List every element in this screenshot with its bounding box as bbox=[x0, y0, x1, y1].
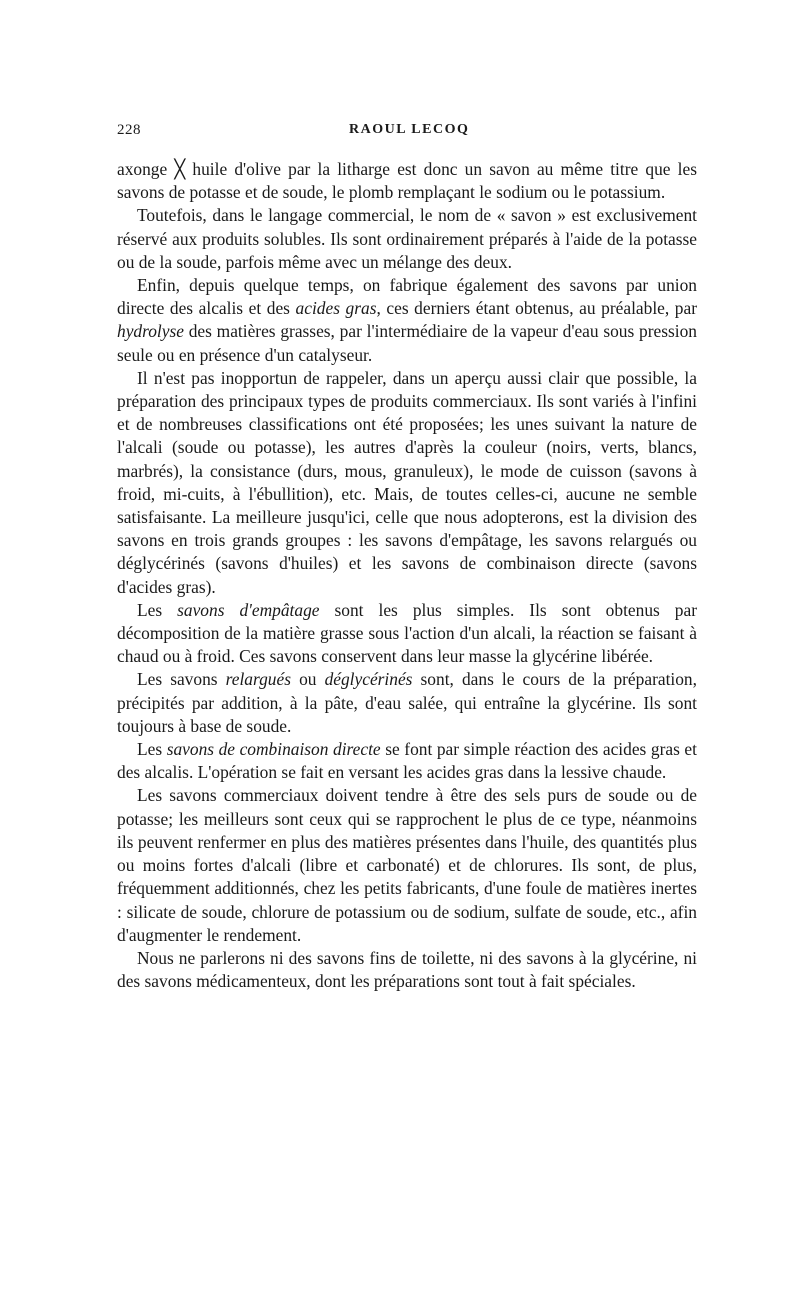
paragraph-2: Toutefois, dans le langage commercial, le nom de « savon » est exclusivement réservé aux produits solubles. Ils sont ordinairement préparés à l'aide de la potasse ou de la soude, parfois même avec un mélange des deux. bbox=[117, 205, 697, 272]
body-text bbox=[117, 158, 697, 993]
paragraph-4: Il n'est pas inopportun de rappeler, dans un aperçu aussi clair que possible, la préparation des principaux types de produits commerciaux. Ils sont variés à l'infini et de nombreuses classifications ont été proposées; les unes suivant la nature de l'alcali (soude ou potasse), les autres d'après la couleur (noirs, verts, blancs, marbrés), la consistance (durs, mous, granuleux), le mode de cuisson (savons à froid, mi-cuits, à l'ébullition), etc. Mais, de toutes celles-ci, aucune ne semble satisfaisante. La meilleure jusqu'ici, celle que nous adopterons, est la division des savons en trois grands groupes : les savons d'empâtage, les savons relargués ou déglycérinés (savons d'huiles) et les savons de combinaison directe (savons d'acides gras). bbox=[117, 367, 697, 597]
italic-term: acides gras bbox=[295, 298, 377, 319]
italic-term: savons d'empâtage bbox=[177, 599, 320, 620]
multiplication-cross-icon: ╳ bbox=[174, 159, 186, 179]
paragraph-7: Les savons de combinaison directe se font par simple réaction des acides gras et des alcalis. L'opération se fait en versant les acides gras dans la lessive chaude. bbox=[117, 739, 697, 783]
page-header bbox=[117, 122, 697, 146]
paragraph-9: Nous ne parlerons ni des savons fins de toilette, ni des savons à la glycérine, ni des savons médicamenteux, dont les préparations sont tout à fait spéciales. bbox=[117, 947, 697, 992]
italic-term: savons de combinaison directe bbox=[166, 739, 381, 760]
italic-term: relargués bbox=[225, 669, 291, 690]
italic-term: hydrolyse bbox=[117, 321, 184, 342]
paragraph-5: Les savons d'empâtage sont les plus simples. Ils sont obtenus par décomposition de la matière grasse sous l'action d'un alcali, la réaction se faisant à chaud ou à froid. Ces savons conservent dans leur masse la glycérine libérée. bbox=[117, 599, 697, 667]
italic-term: déglycérinés bbox=[324, 669, 413, 690]
paragraph-1: axonge ╳ huile d'olive par la litharge est donc un savon au même titre que les savons de potasse et de soude, le plomb remplaçant le sodium ou le potassium. bbox=[117, 159, 697, 203]
paragraph-6: Les savons relargués ou déglycérinés sont, dans le cours de la préparation, précipités par addition, à la pâte, d'eau salée, qui entraîne la glycérine. Ils sont toujours à base de soude. bbox=[117, 669, 697, 736]
paragraph-8: Les savons commerciaux doivent tendre à être des sels purs de soude ou de potasse; les meilleurs sont ceux qui se rapprochent le plus de ce type, néanmoins ils peuvent renfermer en plus des matières présentes dans l'huile, des quantités plus ou moins fortes d'alcali (libre et carbonaté) et de chlorures. Ils sont, de plus, fréquemment additionnés, chez les petits fabricants, d'une foule de matières inertes : silicate de soude, chlorure de potassium ou de sodium, sulfate de soude, etc., afin d'augmenter le rendement. bbox=[117, 785, 697, 945]
page-number: 228 bbox=[117, 122, 141, 138]
running-head: RAOUL LECOQ bbox=[349, 122, 470, 137]
paragraph-3: Enfin, depuis quelque temps, on fabrique également des savons par union directe des alcalis et des acides gras, ces derniers étant obtenus, au préalable, par hydrolyse des matières grasses, par l'intermédiaire de la vapeur d'eau sous pression seule ou en présence d'un catalyseur. bbox=[117, 275, 697, 365]
